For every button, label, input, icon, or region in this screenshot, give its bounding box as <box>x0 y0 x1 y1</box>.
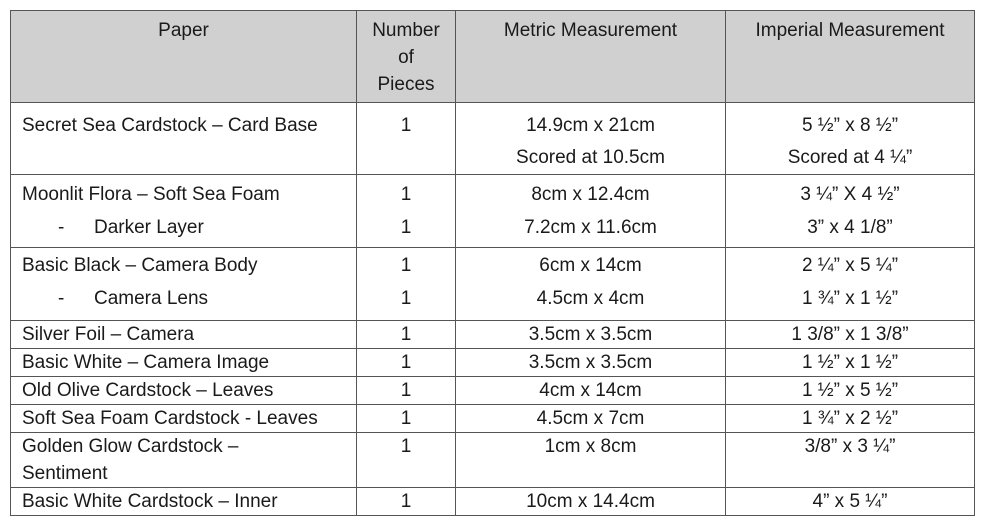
cell-imperial <box>726 433 975 488</box>
imperial-line: 5 ½” x 8 ½” <box>801 115 899 136</box>
header-paper-label: Paper <box>158 20 209 41</box>
cell-imperial <box>726 405 975 433</box>
cell-metric <box>456 488 726 516</box>
cell-metric <box>456 405 726 433</box>
table-row <box>11 349 975 377</box>
pieces-line: 1 <box>400 352 412 373</box>
pieces-line: 1 <box>400 380 412 401</box>
pieces-line: 1 <box>400 184 412 205</box>
metric-line: 3.5cm x 3.5cm <box>528 324 653 345</box>
paper-line: Soft Sea Foam Cardstock - Leaves <box>22 408 318 429</box>
table-row <box>11 321 975 349</box>
pieces-line: 1 <box>400 324 412 345</box>
imperial-line: 1 ½” x 5 ½” <box>801 380 899 401</box>
header-pieces-line: Pieces <box>377 74 435 95</box>
cell-metric <box>456 377 726 405</box>
imperial-line: 2 ¼” x 5 ¼” <box>801 255 899 276</box>
imperial-line: 1 ¾” x 1 ½” <box>801 288 899 309</box>
cell-imperial <box>726 103 975 175</box>
cell-imperial <box>726 248 975 321</box>
sub-item-label: Camera Lens <box>94 288 209 309</box>
paper-line <box>22 285 356 312</box>
pieces-line: 1 <box>400 408 412 429</box>
table-row <box>11 405 975 433</box>
cell-imperial <box>726 321 975 349</box>
metric-line: 6cm x 14cm <box>539 255 642 276</box>
cell-pieces <box>357 405 456 433</box>
cell-paper <box>11 349 357 377</box>
header-paper <box>11 11 357 103</box>
paper-line: Old Olive Cardstock – Leaves <box>22 380 274 401</box>
imperial-line: 3 ¼” X 4 ½” <box>800 184 900 205</box>
metric-line: Scored at 10.5cm <box>516 147 665 168</box>
cell-pieces <box>357 175 456 248</box>
cell-paper <box>11 103 357 175</box>
cell-pieces <box>357 433 456 488</box>
table-row <box>11 433 975 488</box>
bullet-dash: - <box>58 217 65 238</box>
paper-line: Moonlit Flora – Soft Sea Foam <box>22 184 280 205</box>
table-row <box>11 103 975 175</box>
table-row <box>11 377 975 405</box>
cell-imperial <box>726 488 975 516</box>
metric-line: 1cm x 8cm <box>544 436 637 457</box>
pieces-line: 1 <box>400 288 412 309</box>
cutting-table <box>10 10 975 516</box>
cell-pieces <box>357 377 456 405</box>
paper-line: Secret Sea Cardstock – Card Base <box>22 115 318 136</box>
pieces-line: 1 <box>400 491 412 512</box>
paper-line <box>22 214 356 241</box>
header-imperial <box>726 11 975 103</box>
metric-line: 4cm x 14cm <box>539 380 642 401</box>
cell-paper <box>11 433 357 488</box>
table-body <box>11 103 975 516</box>
cell-paper <box>11 405 357 433</box>
paper-line: Silver Foil – Camera <box>22 324 195 345</box>
imperial-line: 1 ¾” x 2 ½” <box>801 408 899 429</box>
paper-line: Basic White Cardstock – Inner <box>22 491 278 512</box>
cell-paper <box>11 248 357 321</box>
metric-line: 8cm x 12.4cm <box>531 184 650 205</box>
cell-imperial <box>726 175 975 248</box>
cell-imperial <box>726 349 975 377</box>
cell-pieces <box>357 349 456 377</box>
table-row <box>11 488 975 516</box>
metric-line: 14.9cm x 21cm <box>526 115 655 136</box>
pieces-line: 1 <box>400 217 412 238</box>
cell-metric <box>456 321 726 349</box>
cell-metric <box>456 103 726 175</box>
metric-line: 7.2cm x 11.6cm <box>524 217 657 238</box>
sub-item-label: Darker Layer <box>94 217 204 238</box>
imperial-line: 1 3/8” x 1 3/8” <box>791 324 909 345</box>
pieces-line: 1 <box>400 436 412 457</box>
cell-metric <box>456 248 726 321</box>
header-imperial-label: Imperial Measurement <box>755 20 945 41</box>
cell-paper <box>11 175 357 248</box>
header-metric <box>456 11 726 103</box>
table-row <box>11 248 975 321</box>
imperial-line: Scored at 4 ¼” <box>787 147 913 168</box>
pieces-line: 1 <box>400 255 412 276</box>
header-row <box>11 11 975 103</box>
imperial-line: 3/8” x 3 ¼” <box>804 436 896 457</box>
cell-metric <box>456 433 726 488</box>
header-pieces-line: of <box>398 47 414 68</box>
header-pieces <box>357 11 456 103</box>
paper-line: Sentiment <box>22 463 108 484</box>
pieces-line: 1 <box>400 115 412 136</box>
table-row <box>11 175 975 248</box>
imperial-line: 3” x 4 1/8” <box>807 217 893 238</box>
imperial-line: 4” x 5 ¼” <box>812 491 888 512</box>
cell-pieces <box>357 248 456 321</box>
cell-paper <box>11 321 357 349</box>
cell-pieces <box>357 321 456 349</box>
cell-metric <box>456 349 726 377</box>
cell-pieces <box>357 488 456 516</box>
metric-line: 3.5cm x 3.5cm <box>528 352 653 373</box>
cell-paper <box>11 377 357 405</box>
cell-paper <box>11 488 357 516</box>
metric-line: 4.5cm x 4cm <box>536 288 645 309</box>
cell-imperial <box>726 377 975 405</box>
header-pieces-line: Number <box>372 20 440 41</box>
table-header <box>11 11 975 103</box>
metric-line: 10cm x 14.4cm <box>526 491 655 512</box>
paper-line: Basic Black – Camera Body <box>22 255 258 276</box>
cell-pieces <box>357 103 456 175</box>
imperial-line: 1 ½” x 1 ½” <box>801 352 899 373</box>
metric-line: 4.5cm x 7cm <box>536 408 645 429</box>
paper-line: Golden Glow Cardstock – <box>22 436 239 457</box>
cell-metric <box>456 175 726 248</box>
bullet-dash: - <box>58 288 65 309</box>
paper-line: Basic White – Camera Image <box>22 352 270 373</box>
header-metric-label: Metric Measurement <box>503 20 678 41</box>
